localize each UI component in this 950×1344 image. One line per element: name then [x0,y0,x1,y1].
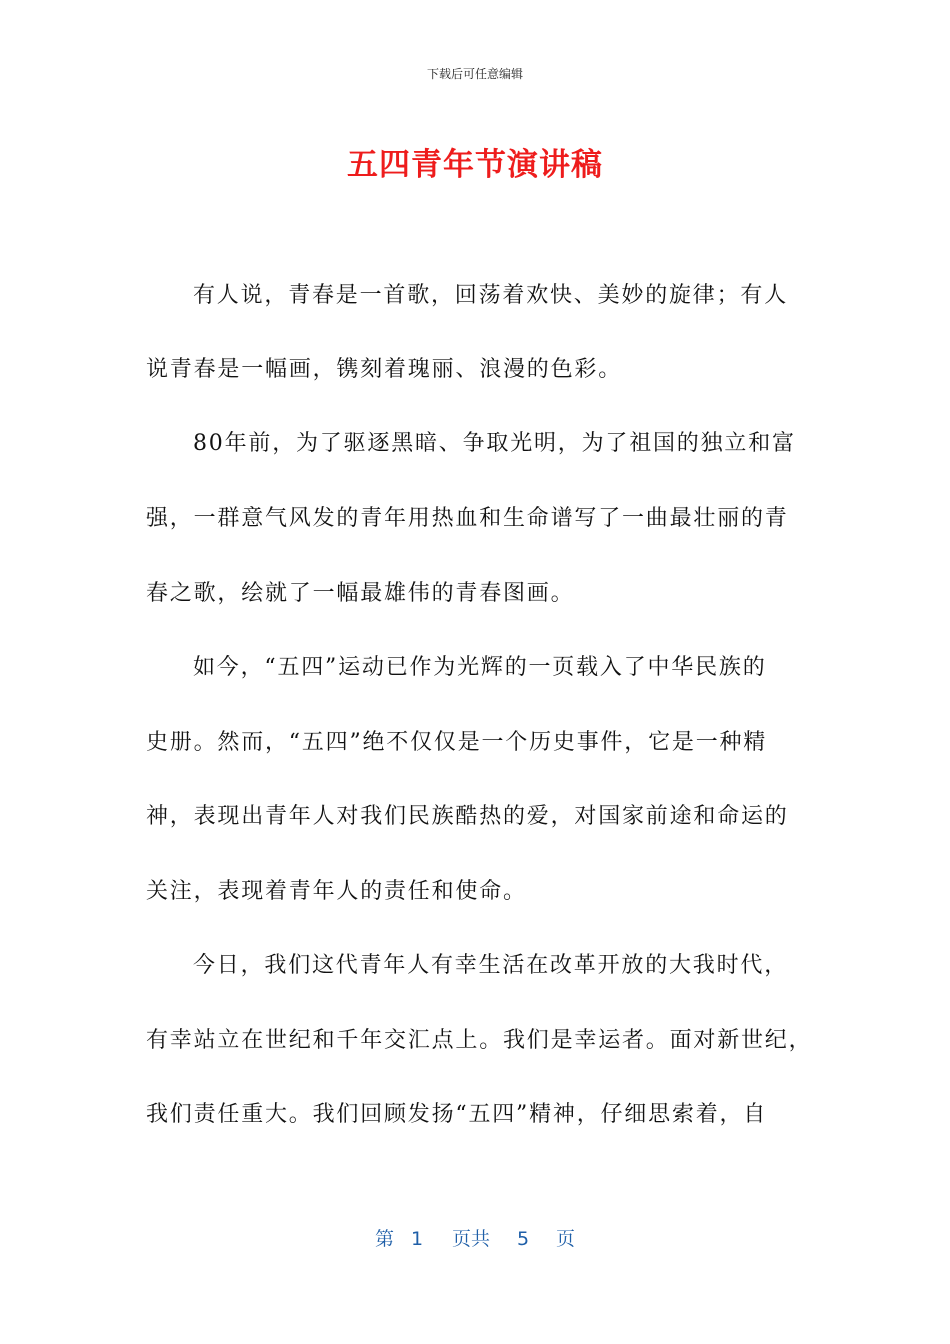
footer-page-number: 1 [411,1228,424,1250]
footer-label-ye: 页 [556,1228,576,1250]
text-line: 今日，我们这代青年人有幸生活在改革开放的大我时代， [193,953,789,978]
text-line: 神，表现出青年人对我们民族酷热的爱，对国家前途和命运的 [146,804,789,829]
footer-label-ye-gong: 页共 [452,1228,491,1250]
text-line: 关注，表现着青年人的责任和使命。 [146,879,527,904]
header-note: 下载后可任意编辑 [426,67,523,81]
page-footer [0,1226,950,1252]
text-line: 80年前，为了驱逐黑暗、争取光明，为了祖国的独立和富 [193,431,796,456]
text-line: 史册。然而，“五四”绝不仅仅是一个历史事件，它是一种精 [146,730,768,755]
text-line: 说青春是一幅画，镌刻着瑰丽、浪漫的色彩。 [146,357,623,382]
footer-label-di: 第 [375,1228,395,1250]
footer-total-pages: 5 [517,1228,530,1250]
text-line: 我们责任重大。我们回顾发扬“五四”精神，仔细思索着，自 [146,1102,768,1127]
text-line: 有人说，青春是一首歌，回荡着欢快、美妙的旋律；有人 [193,283,789,308]
document-title: 五四青年节演讲稿 [347,147,603,183]
text-line: 强，一群意气风发的青年用热血和生命谱写了一曲最壮丽的青 [146,506,789,531]
text-line: 春之歌，绘就了一幅最雄伟的青春图画。 [146,581,575,606]
text-line: 有幸站立在世纪和千年交汇点上。我们是幸运者。面对新世纪， [146,1028,813,1053]
text-line: 如今，“五四”运动已作为光辉的一页载入了中华民族的 [193,655,767,680]
